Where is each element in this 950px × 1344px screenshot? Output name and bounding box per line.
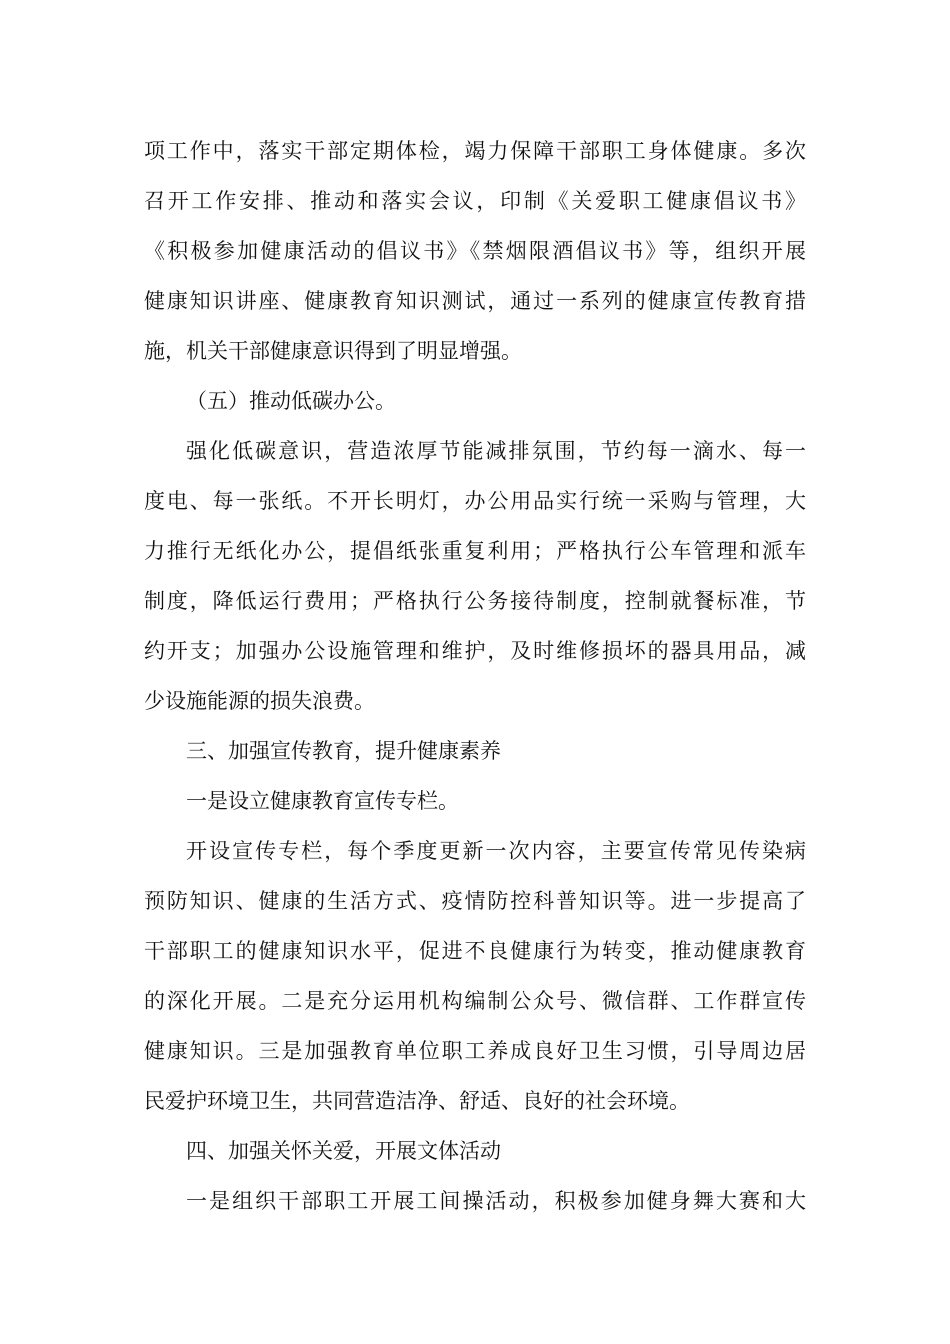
body-line: 少设施能源的损失浪费。 [144, 689, 375, 713]
body-line: 力推行无纸化办公，提倡纸张重复利用；严格执行公车管理和派车 [144, 539, 806, 563]
body-line: 召开工作安排、推动和落实会议，印制《关爱职工健康倡议书》 [144, 189, 806, 213]
body-line: 健康知识讲座、健康教育知识测试，通过一系列的健康宣传教育措 [144, 289, 806, 313]
body-line: 健康知识。三是加强教育单位职工养成良好卫生习惯，引导周边居 [144, 1039, 806, 1063]
body-line: 预防知识、健康的生活方式、疫情防控科普知识等。进一步提高了 [144, 889, 806, 913]
section-subheading: （五）推动低碳办公。 [186, 389, 396, 413]
body-line: 民爱护环境卫生，共同营造洁净、舒适、良好的社会环境。 [144, 1089, 690, 1113]
document-body [144, 126, 806, 1226]
body-line: 施，机关干部健康意识得到了明显增强。 [144, 339, 522, 363]
section-subheading: 一是设立健康教育宣传专栏。 [186, 789, 459, 813]
paragraph-first-line: 一是组织干部职工开展工间操活动，积极参加健身舞大赛和大 [186, 1189, 806, 1213]
body-line: 的深化开展。二是充分运用机构编制公众号、微信群、工作群宣传 [144, 989, 806, 1013]
body-line: 项工作中，落实干部定期体检，竭力保障干部职工身体健康。多次 [144, 139, 806, 163]
paragraph-first-line: 强化低碳意识，营造浓厚节能减排氛围，节约每一滴水、每一 [186, 439, 806, 463]
paragraph-first-line: 开设宣传专栏，每个季度更新一次内容，主要宣传常见传染病 [186, 839, 806, 863]
body-line: 《积极参加健康活动的倡议书》《禁烟限酒倡议书》等，组织开展 [144, 239, 806, 263]
body-line: 干部职工的健康知识水平，促进不良健康行为转变，推动健康教育 [144, 939, 806, 963]
body-line: 制度，降低运行费用；严格执行公务接待制度，控制就餐标准，节 [144, 589, 806, 613]
body-line: 约开支；加强办公设施管理和维护，及时维修损坏的器具用品，减 [144, 639, 806, 663]
body-line: 度电、每一张纸。不开长明灯，办公用品实行统一采购与管理，大 [144, 489, 806, 513]
section-heading: 四、加强关怀关爱，开展文体活动 [186, 1139, 501, 1163]
section-heading: 三、加强宣传教育，提升健康素养 [186, 739, 501, 763]
